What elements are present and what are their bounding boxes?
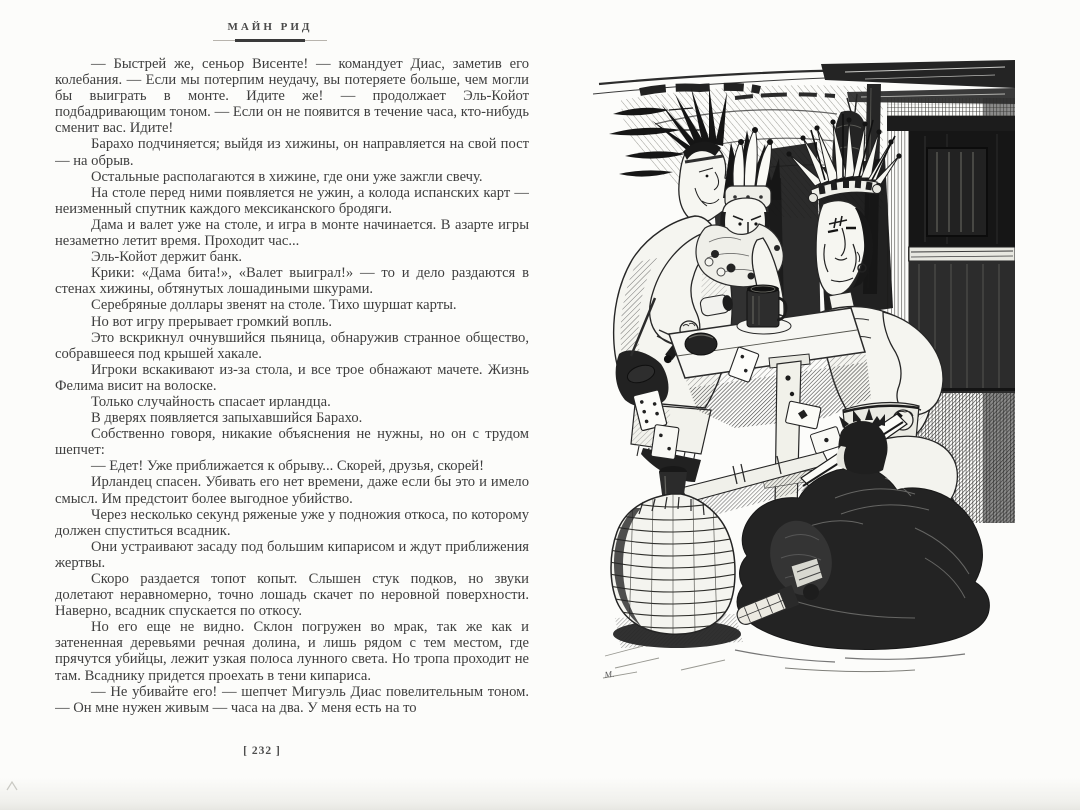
body-paragraph: Собственно говоря, никакие объяснения не нужны, но он с трудом шепчет: <box>55 426 529 459</box>
page-number: [ 232 ] <box>243 745 281 757</box>
body-text <box>55 56 529 716</box>
body-paragraph: В дверях появляется запыхавшийся Барахо. <box>91 410 363 427</box>
body-paragraph: Через несколько секунд ряженые уже у подножия откоса, по которому должен спуститься всадник. <box>55 506 529 539</box>
body-paragraph: — Быстрей же, сеньор Висенте! — командует Диас, заметив его колебания. — Если мы потерпим неудачу, вы потеряете больше, чем могли бы выиграть в монте. Идите же! — продолжает Эль-Койот подбадривающим тоном. — Если он не появится в течение часа, кто-нибудь сменит вас. Идите! <box>55 56 529 137</box>
body-paragraph: Серебряные доллары звенят на столе. Тихо шуршат карты. <box>91 297 457 314</box>
scan-corner-artifact <box>6 780 22 792</box>
body-paragraph: Эль-Койот держит банк. <box>91 249 243 266</box>
body-paragraph: Это вскрикнул очнувшийся пьяница, обнаружив странное общество, собравшееся под крышей хакале. <box>55 329 529 362</box>
body-paragraph: Но его еще не видно. Склон погружен во мрак, так же как и затененная деревьями речная долина, и лишь рядом с тем местом, где прячутся убийцы, лежит узкая полоса лунного света. Но тропа проходит не там. Всаднику придется проехать в тени кипариса. <box>55 619 529 684</box>
body-paragraph: Барахо подчиняется; выйдя из хижины, он направляется на свой пост — на обрыв. <box>55 136 529 169</box>
body-paragraph: На столе перед ними появляется не ужин, а колода испанских карт — неизменный спутник каждого мексиканского бродяги. <box>55 184 529 217</box>
running-head-rule <box>55 39 529 43</box>
running-head: МАЙН РИД <box>227 21 313 33</box>
body-paragraph: — Не убивайте его! — шепчет Мигуэль Диас повелительным тоном. — Он мне нужен живым — часа на два. У меня есть на то <box>55 683 529 716</box>
body-paragraph: Но вот игру прерывает громкий вопль. <box>91 313 332 330</box>
body-paragraph: Игроки вскакивают из-за стола, и все трое обнажают мачете. Жизнь Фелима висит на волоске. <box>55 361 529 394</box>
body-paragraph: Крики: «Дама бита!», «Валет выиграл!» — то и дело раздаются в стенах хижины, обтянутых лошадиными шкурами. <box>55 265 529 298</box>
left-page <box>55 20 529 716</box>
body-paragraph: Ирландец спасен. Убивать его нет времени, даже если бы это и имело смысл. Им предстоит более выгодное убийство. <box>55 474 529 507</box>
artist-monogram: М. <box>603 668 615 680</box>
body-paragraph: Скоро раздается топот копыт. Слышен стук подков, но звуки долетают неравномерно, точно лошадь скачет по неровной поверхности. Наверно, всадник спускается по откосу. <box>55 571 529 620</box>
body-paragraph: Дама и валет уже на столе, и игра в монте начинается. В азарте игры незаметно летит время. Проходит час... <box>55 216 529 250</box>
book-illustration <box>585 58 1015 703</box>
floor-strokes <box>603 646 965 678</box>
body-paragraph: Остальные располагаются в хижине, где они уже зажгли свечу. <box>91 168 483 185</box>
rule-thick-line <box>235 39 305 42</box>
body-paragraph: — Едет! Уже приближается к обрыву... Скорей, друзья, скорей! <box>91 458 484 475</box>
body-paragraph: Только случайность спасает ирландца. <box>91 393 331 410</box>
body-paragraph: Они устраивают засаду под большим кипарисом и ждут приближения жертвы. <box>55 538 529 571</box>
